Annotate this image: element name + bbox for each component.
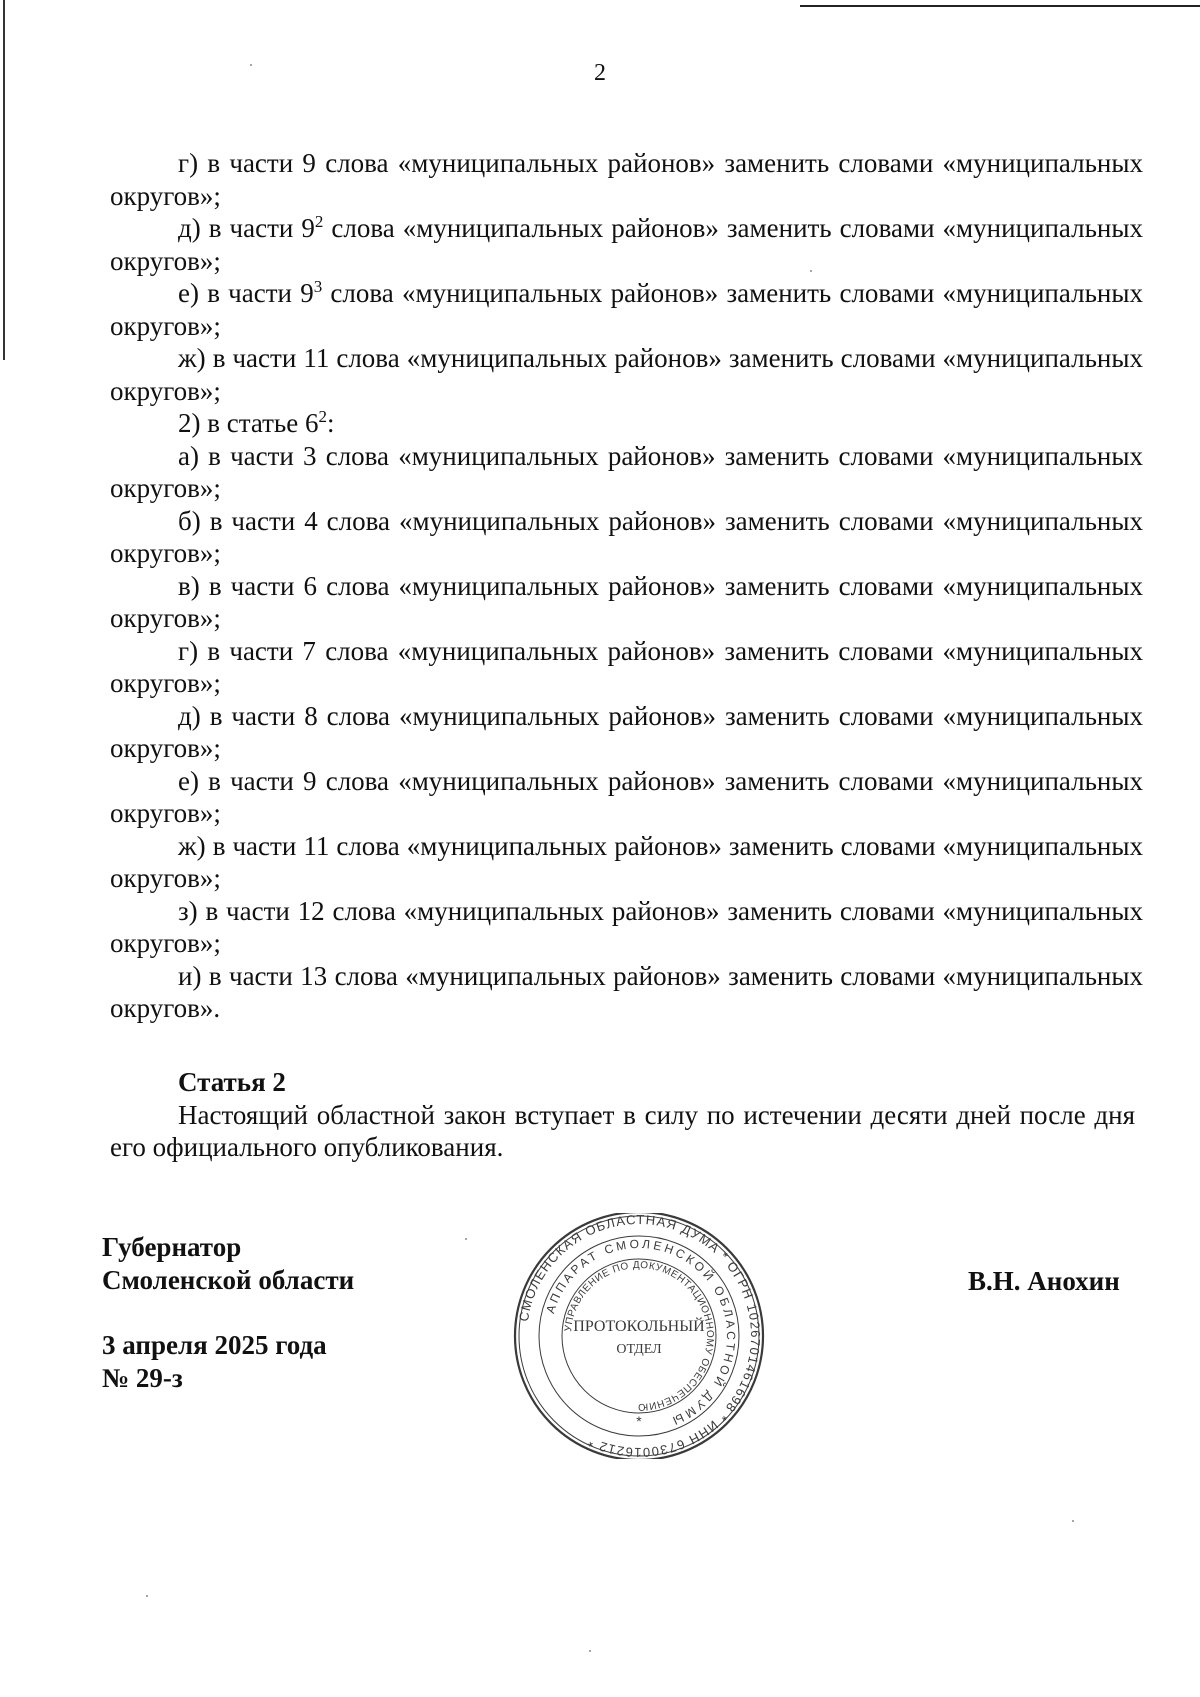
superscript: 3 bbox=[313, 277, 323, 296]
amendment-item: а) в части 3 слова «муниципальных районов» заменить словами «муниципальных округов»; bbox=[110, 440, 1143, 503]
seal-middle-text: АППАРАТ СМОЛЕНСКОЙ ОБЛАСТНОЙ ДУМЫ bbox=[543, 1236, 739, 1429]
item-text: д) в части 9 bbox=[178, 213, 315, 243]
scan-speck bbox=[250, 64, 252, 66]
amendment-item bbox=[110, 212, 1143, 277]
seal-star-icon: * bbox=[636, 1413, 642, 1429]
article-2 bbox=[110, 1066, 1135, 1164]
seal-inner-text: УПРАВЛЕНИЕ ПО ДОКУМЕНТАЦИОННОМУ ОБЕСПЕЧЕНИЮ bbox=[563, 1259, 716, 1413]
superscript: 2 bbox=[318, 407, 327, 426]
signatory-name: В.Н. Анохин bbox=[968, 1266, 1120, 1296]
signatory-region: Смоленской области bbox=[102, 1265, 355, 1295]
amendment-item: ж) в части 11 слова «муниципальных районов» заменить словами «муниципальных округов»; bbox=[110, 830, 1143, 893]
signatory-title: Губернатор bbox=[102, 1232, 242, 1262]
signature-block bbox=[102, 1231, 354, 1395]
amendment-item: г) в части 9 слова «муниципальных районов» заменить словами «муниципальных округов»; bbox=[110, 148, 1143, 211]
item-text: : bbox=[326, 408, 335, 438]
scan-speck bbox=[810, 270, 812, 272]
article-title: Статья 2 bbox=[178, 1067, 286, 1097]
law-number: № 29-з bbox=[102, 1363, 183, 1393]
amendment-item: и) в части 13 слова «муниципальных районов» заменить словами «муниципальных округов». bbox=[110, 960, 1143, 1023]
law-date: 3 апреля 2025 года bbox=[102, 1330, 327, 1360]
article-text: Настоящий областной закон вступает в силу по истечении десяти дней после дня его официального опубликования. bbox=[110, 1099, 1135, 1162]
item-text: 2) в статье 6 bbox=[178, 408, 319, 438]
amendment-item: з) в части 12 слова «муниципальных районов» заменить словами «муниципальных округов»; bbox=[110, 895, 1143, 958]
official-seal bbox=[506, 1213, 772, 1459]
amendment-item: ж) в части 11 слова «муниципальных районов» заменить словами «муниципальных округов»; bbox=[110, 343, 1143, 406]
item-text: слова «муниципальных районов» заменить словами «муниципальных округов»; bbox=[110, 213, 1143, 276]
scan-speck bbox=[1072, 1520, 1074, 1522]
amendment-item: в) в части 6 слова «муниципальных районов» заменить словами «муниципальных округов»; bbox=[110, 570, 1143, 633]
amendment-item: г) в части 7 слова «муниципальных районов» заменить словами «муниципальных округов»; bbox=[110, 635, 1143, 698]
amendment-item: д) в части 8 слова «муниципальных районов» заменить словами «муниципальных округов»; bbox=[110, 700, 1143, 763]
item-text: е) в части 9 bbox=[178, 278, 314, 308]
seal-graphic bbox=[506, 1213, 772, 1459]
amendment-heading bbox=[110, 407, 1143, 440]
svg-text:УПРАВЛЕНИЕ ПО ДОКУМЕНТАЦИОННОМ bbox=[563, 1260, 715, 1412]
page-number: 2 bbox=[594, 60, 606, 86]
amendment-item: б) в части 4 слова «муниципальных районов» заменить словами «муниципальных округов»; bbox=[110, 505, 1143, 568]
scan-edge-line bbox=[800, 5, 1200, 7]
amendments-list bbox=[110, 147, 1143, 1025]
seal-center-line1: ПРОТОКОЛЬНЫЙ bbox=[573, 1318, 705, 1335]
scan-speck bbox=[465, 1238, 467, 1240]
scan-edge-line-left bbox=[3, 0, 5, 360]
amendment-item bbox=[110, 277, 1143, 342]
seal-center-line2: ОТДЕЛ bbox=[616, 1342, 662, 1357]
item-text: слова «муниципальных районов» заменить словами «муниципальных округов»; bbox=[110, 278, 1143, 341]
scan-speck bbox=[146, 1595, 148, 1597]
amendment-item: е) в части 9 слова «муниципальных районов» заменить словами «муниципальных округов»; bbox=[110, 765, 1143, 828]
scan-speck bbox=[589, 1650, 591, 1652]
seal-outer-text: СМОЛЕНСКАЯ ОБЛАСТНАЯ ДУМА * ОГРН 1026701461698 * ИНН 6730016212 * bbox=[515, 1213, 764, 1459]
superscript: 2 bbox=[314, 212, 324, 231]
